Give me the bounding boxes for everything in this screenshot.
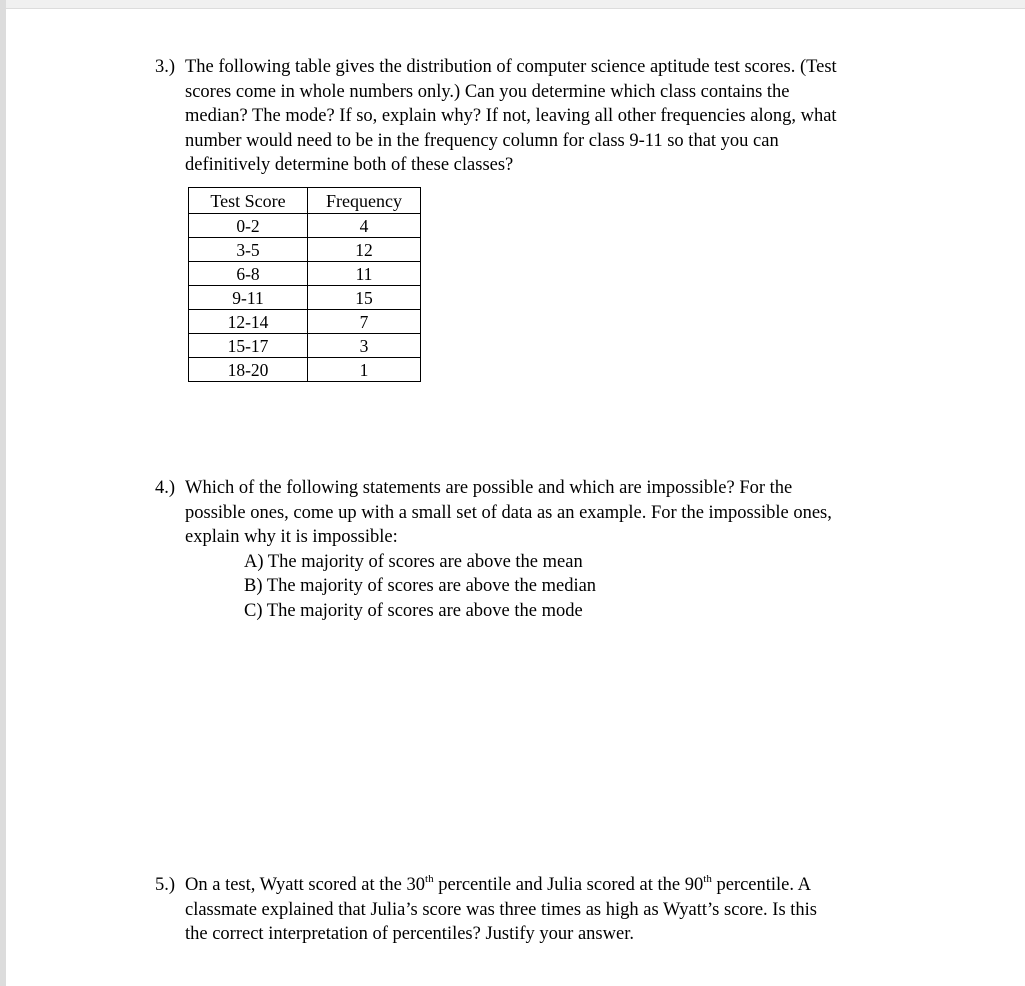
test-score-cell: 18-20	[189, 358, 308, 382]
frequency-cell: 4	[308, 214, 421, 238]
question-3	[155, 55, 925, 178]
question-3-line-5: definitively determine both of these classes?	[185, 155, 514, 175]
question-3-line-3: median? The mode? If so, explain why? If not, leaving all other frequencies along, what	[185, 106, 837, 126]
table-row	[189, 214, 421, 238]
test-score-cell: 6-8	[189, 262, 308, 286]
viewer-top-edge	[0, 0, 1025, 9]
frequency-table	[188, 187, 421, 382]
test-score-cell: 3-5	[189, 238, 308, 262]
question-3-line-2: scores come in whole numbers only.) Can you determine which class contains the	[185, 81, 790, 102]
test-score-cell: 9-11	[189, 286, 308, 310]
frequency-cell: 1	[308, 358, 421, 382]
question-4-line-3: explain why it is impossible:	[185, 527, 398, 547]
test-score-cell: 12-14	[189, 310, 308, 334]
table-header-row	[189, 188, 421, 214]
table-row	[189, 310, 421, 334]
table-row	[189, 262, 421, 286]
table-row	[189, 358, 421, 382]
viewer-left-edge	[0, 0, 6, 986]
question-4-number: 4.)	[155, 478, 176, 498]
question-5-line-1a: On a test, Wyatt scored at the 30	[185, 875, 426, 895]
table-row	[189, 286, 421, 310]
option-b: B) The majority of scores are above the median	[244, 576, 597, 596]
column-header-test-score: Test Score	[189, 188, 308, 214]
question-4-line-1: Which of the following statements are possible and which are impossible? For the	[185, 478, 793, 498]
document-page	[7, 9, 1025, 986]
question-3-line-1: The following table gives the distribution of computer science aptitude test scores. (Test	[185, 57, 837, 77]
question-5-line-2: classmate explained that Julia’s score was three times as high as Wyatt’s score. Is this	[185, 899, 818, 920]
frequency-cell: 15	[308, 286, 421, 310]
frequency-cell: 11	[308, 262, 421, 286]
superscript-th: th	[425, 872, 434, 885]
question-4-line-2: possible ones, come up with a small set of data as an example. For the impossible ones,	[185, 502, 832, 523]
question-5-number: 5.)	[155, 875, 176, 895]
question-4	[155, 476, 925, 623]
question-3-number: 3.)	[155, 57, 176, 77]
frequency-cell: 7	[308, 310, 421, 334]
question-5	[155, 873, 925, 947]
frequency-cell: 12	[308, 238, 421, 262]
question-5-line-3: the correct interpretation of percentiles? Justify your answer.	[185, 924, 634, 944]
question-5-line-1b: percentile and Julia scored at the 90	[433, 875, 704, 895]
column-header-frequency: Frequency	[308, 188, 421, 214]
option-c: C) The majority of scores are above the mode	[244, 600, 583, 621]
test-score-cell: 0-2	[189, 214, 308, 238]
test-score-cell: 15-17	[189, 334, 308, 358]
frequency-cell: 3	[308, 334, 421, 358]
table-row	[189, 238, 421, 262]
table-row	[189, 334, 421, 358]
superscript-th: th	[703, 872, 712, 885]
question-3-line-4: number would need to be in the frequency column for class 9-11 so that you can	[185, 130, 779, 151]
option-a: A) The majority of scores are above the mean	[244, 551, 583, 572]
question-5-line-1c: percentile. A	[711, 875, 811, 895]
